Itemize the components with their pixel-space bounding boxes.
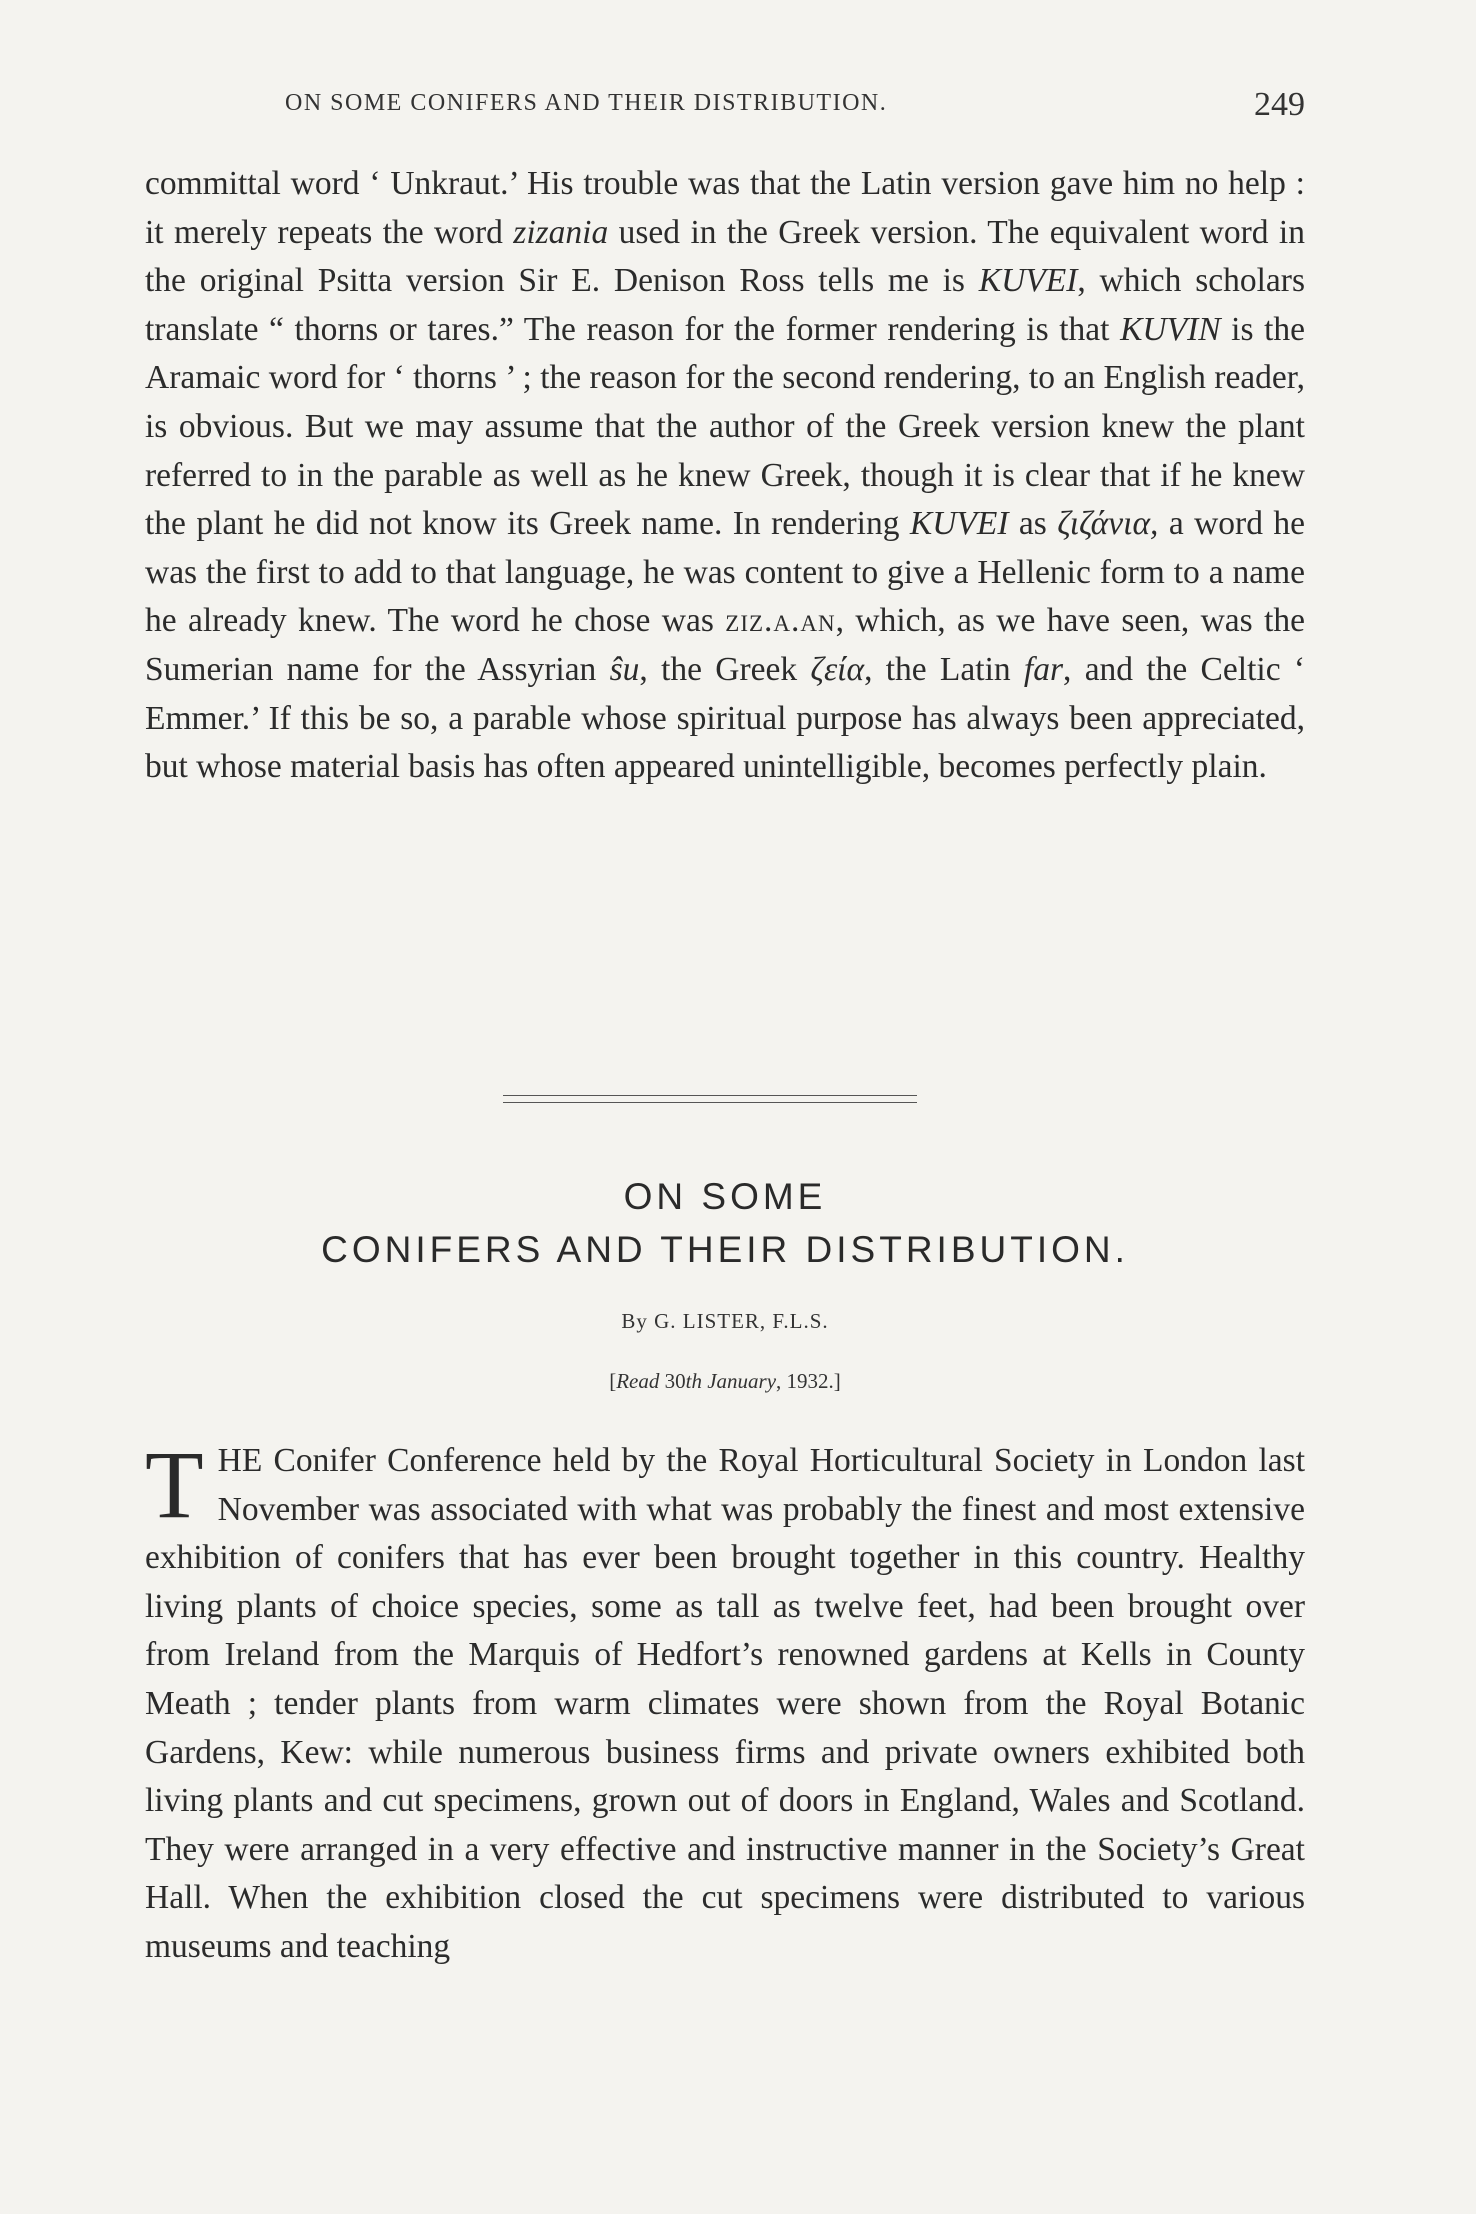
paragraph-text: committal word ‘ Unkraut.’ His trouble was that the Latin version gave him no help : it merely repeats the word zizania used in the Greek version. The equivalent word in the original Psitta version Sir E. Denison Ross tells me is KUVEI, which scholars translate “ thorns or tares.” The reason for the former rendering is that KUVIN is the Aramaic word for ‘ thorns ’ ; the reason for the second rendering, to an English reader, is obvious. But we may assume that the author of the Greek version knew the plant referred to in the parable as well as he knew Greek, though it is clear that if he knew the plant he did not know its Greek name. In rendering KUVEI as ζιζάνια, a word he was the first to add to that language, he was content to give a Hellenic form to a name he already knew. The word he chose was ziz.a.an, which, as we have seen, was the Sumerian name for the Assyrian ŝu, the Greek ζεία, the Latin far, and the Celtic ‘ Emmer.’ If this be so, a parable whose spiritual purpose has always been appreciated, but whose material basis has often appeared unintelligible, becomes perfectly plain. <box>145 165 1306 786</box>
section-divider-bottom <box>503 1102 917 1103</box>
drop-cap: T <box>145 1431 204 1538</box>
article-title-line-2: CONIFERS AND THEIR DISTRIBUTION. <box>321 1229 1129 1270</box>
running-head <box>145 86 1305 130</box>
read-date-note: [Read 30th January, 1932.] <box>609 1369 841 1393</box>
running-title: ON SOME CONIFERS AND THEIR DISTRIBUTION. <box>285 90 888 116</box>
paragraph-text <box>145 1431 1305 1972</box>
document-page <box>145 0 1305 2214</box>
article-title-line-1: ON SOME <box>623 1176 827 1217</box>
page-number: 249 <box>1254 86 1305 123</box>
article-first-paragraph <box>145 1431 1305 1972</box>
previous-article-paragraph <box>145 160 1305 792</box>
section-divider-top <box>503 1095 917 1096</box>
article-byline: By G. LISTER, F.L.S. <box>621 1309 829 1333</box>
paragraph-body: HE Conifer Conference held by the Royal Horticultural Society in London last November was associated with what was probably the finest and most extensive exhibition of conifers that has ever been brought together in this country. Healthy living plants of choice species, some as tall as twelve feet, had been brought over from Ireland from the Marquis of Hedfort’s renowned gardens at Kells in County Meath ; tender plants from warm climates were shown from the Royal Botanic Gardens, Kew: while numerous business firms and private owners exhibited both living plants and cut specimens, grown out of doors in England, Wales and Scotland. They were arranged in a very effective and instructive manner in the Society’s Great Hall. When the exhibition closed the cut specimens were distributed to various museums and teaching <box>145 1442 1305 1965</box>
